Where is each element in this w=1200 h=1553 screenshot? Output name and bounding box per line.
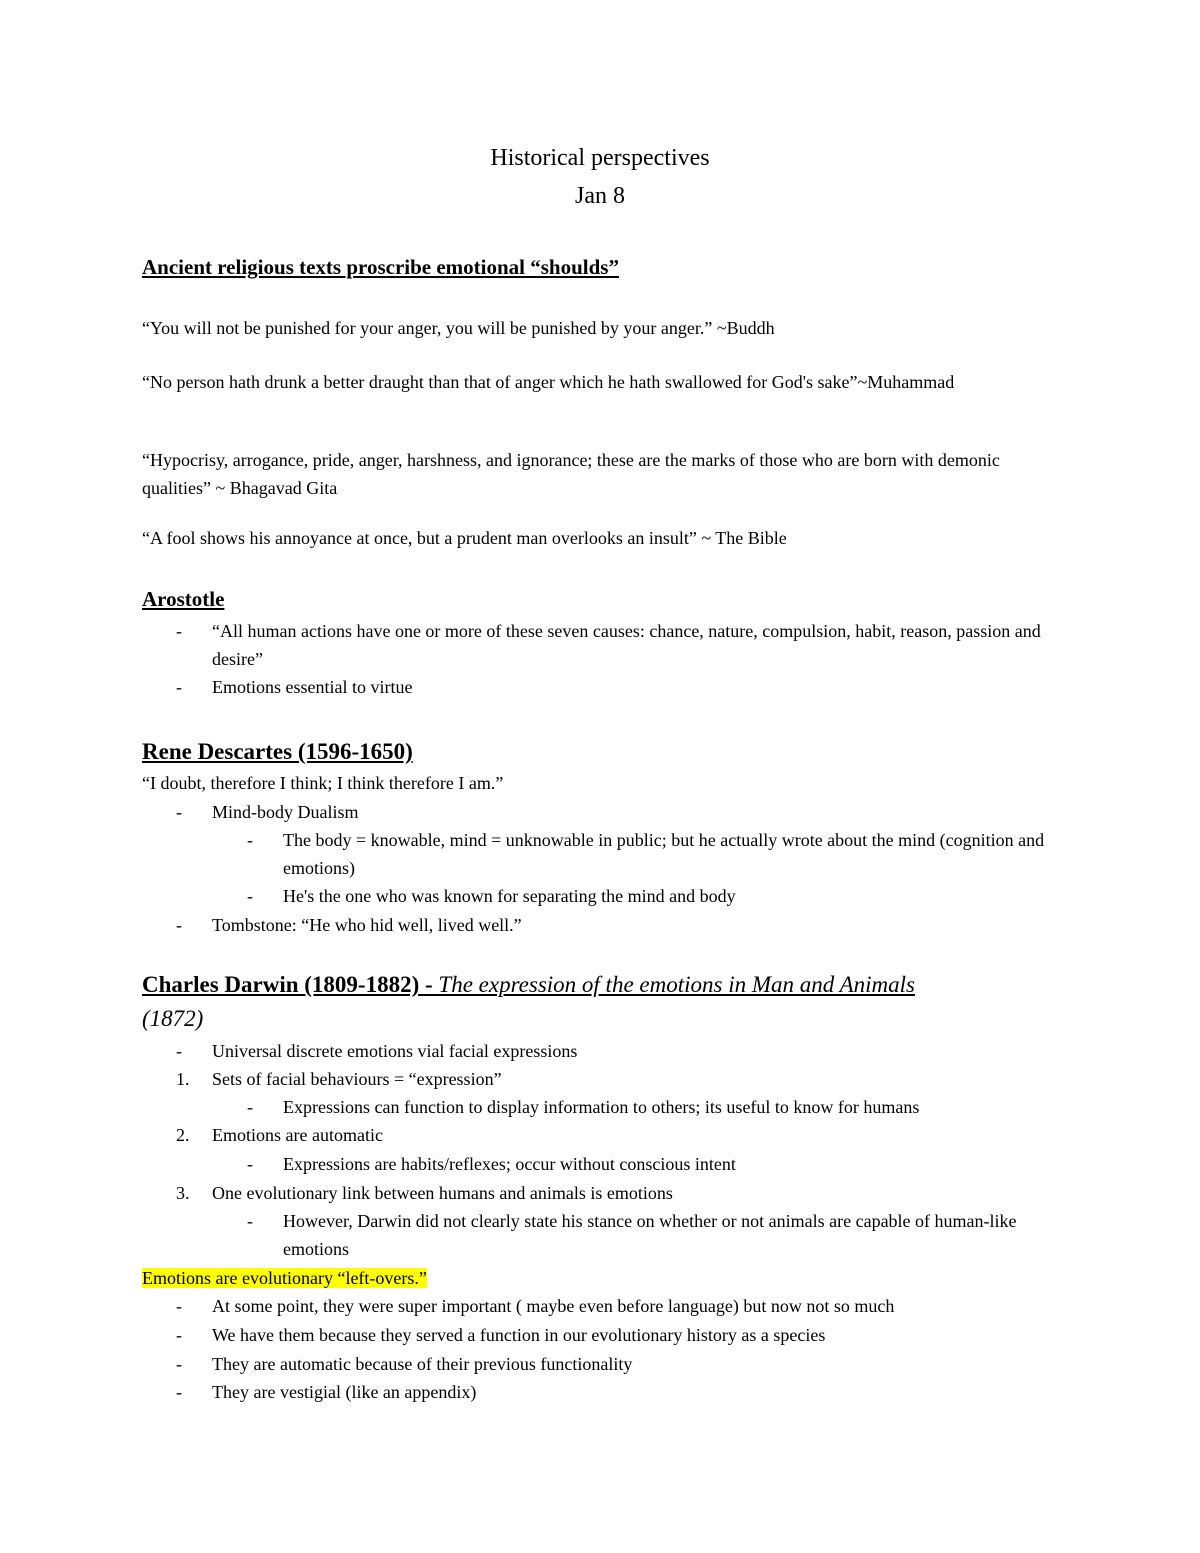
numbered-item-text: One evolutionary link between humans and animals is emotions xyxy=(212,1183,673,1203)
aristotle-heading: Arostotle xyxy=(142,587,225,611)
list-item-text: Tombstone: “He who hid well, lived well.” xyxy=(212,915,522,935)
list-item-text: The body = knowable, mind = unknowable in public; but he actually wrote about the mind (cognition and emotions) xyxy=(283,830,1045,878)
list-item-text: They are automatic because of their previous functionality xyxy=(212,1354,633,1374)
quote-bible: “A fool shows his annoyance at once, but a prudent man overlooks an insult” ~ The Bible xyxy=(142,528,787,548)
list-item-text: We have them because they served a function in our evolutionary history as a species xyxy=(212,1325,826,1345)
item-number: 1. xyxy=(176,1069,190,1089)
darwin-book-year: (1872) xyxy=(142,1006,204,1031)
quote-muhammad: “No person hath drunk a better draught than that of anger which he hath swallowed for God's sake”~Muhammad xyxy=(142,372,955,392)
dash-bullet: - xyxy=(247,1154,253,1174)
list-item-text: Universal discrete emotions vial facial expressions xyxy=(212,1041,578,1061)
dash-bullet: - xyxy=(176,1041,182,1061)
list-item-text: He's the one who was known for separating the mind and body xyxy=(283,886,736,906)
religious-heading: Ancient religious texts proscribe emotional “shoulds” xyxy=(142,255,619,279)
dash-bullet: - xyxy=(247,886,253,906)
page-date: Jan 8 xyxy=(575,183,625,209)
list-item-text: Emotions essential to virtue xyxy=(212,677,413,697)
dash-bullet: - xyxy=(247,1097,253,1117)
list-item-text: They are vestigial (like an appendix) xyxy=(212,1382,477,1402)
numbered-item-text: Emotions are automatic xyxy=(212,1125,383,1145)
list-item-text: At some point, they were super important ( maybe even before language) but now not so much xyxy=(212,1296,895,1316)
list-item-text: “All human actions have one or more of these seven causes: chance, nature, compulsion, habit, reason, passion and desire” xyxy=(212,621,1041,669)
dash-bullet: - xyxy=(176,802,182,822)
item-number: 3. xyxy=(176,1183,190,1203)
descartes-heading: Rene Descartes (1596-1650) xyxy=(142,739,413,764)
quote-buddha: “You will not be punished for your anger, you will be punished by your anger.” ~Buddh xyxy=(142,318,775,338)
dash-bullet: - xyxy=(176,1296,182,1316)
numbered-item-text: Sets of facial behaviours = “expression” xyxy=(212,1069,502,1089)
list-item-text: Mind-body Dualism xyxy=(212,802,359,822)
dash-bullet: - xyxy=(176,1325,182,1345)
highlighted-text: Emotions are evolutionary “left-overs.” xyxy=(142,1268,427,1288)
quote-bhagavad-gita: “Hypocrisy, arrogance, pride, anger, harshness, and ignorance; these are the marks of those who are born with demonic qualities” ~ Bhagavad Gita xyxy=(142,450,1000,498)
item-number: 2. xyxy=(176,1125,190,1145)
descartes-quote: “I doubt, therefore I think; I think therefore I am.” xyxy=(142,773,504,793)
darwin-book-title: The expression of the emotions in Man and Animals xyxy=(438,972,915,997)
darwin-heading-bold: Charles Darwin (1809-1882) - xyxy=(142,972,439,997)
dash-bullet: - xyxy=(176,621,182,641)
highlight-line xyxy=(142,1264,1062,1292)
dash-bullet: - xyxy=(247,830,253,850)
darwin-heading xyxy=(142,970,915,1000)
list-item-text: Expressions are habits/reflexes; occur without conscious intent xyxy=(283,1154,736,1174)
dash-bullet: - xyxy=(176,1382,182,1402)
dash-bullet: - xyxy=(247,1211,253,1231)
dash-bullet: - xyxy=(176,915,182,935)
page-title: Historical perspectives xyxy=(490,145,710,171)
list-item-text: However, Darwin did not clearly state his stance on whether or not animals are capable of human-like emotions xyxy=(283,1211,1017,1259)
dash-bullet: - xyxy=(176,677,182,697)
dash-bullet: - xyxy=(176,1354,182,1374)
list-item-text: Expressions can function to display information to others; its useful to know for humans xyxy=(283,1097,920,1117)
